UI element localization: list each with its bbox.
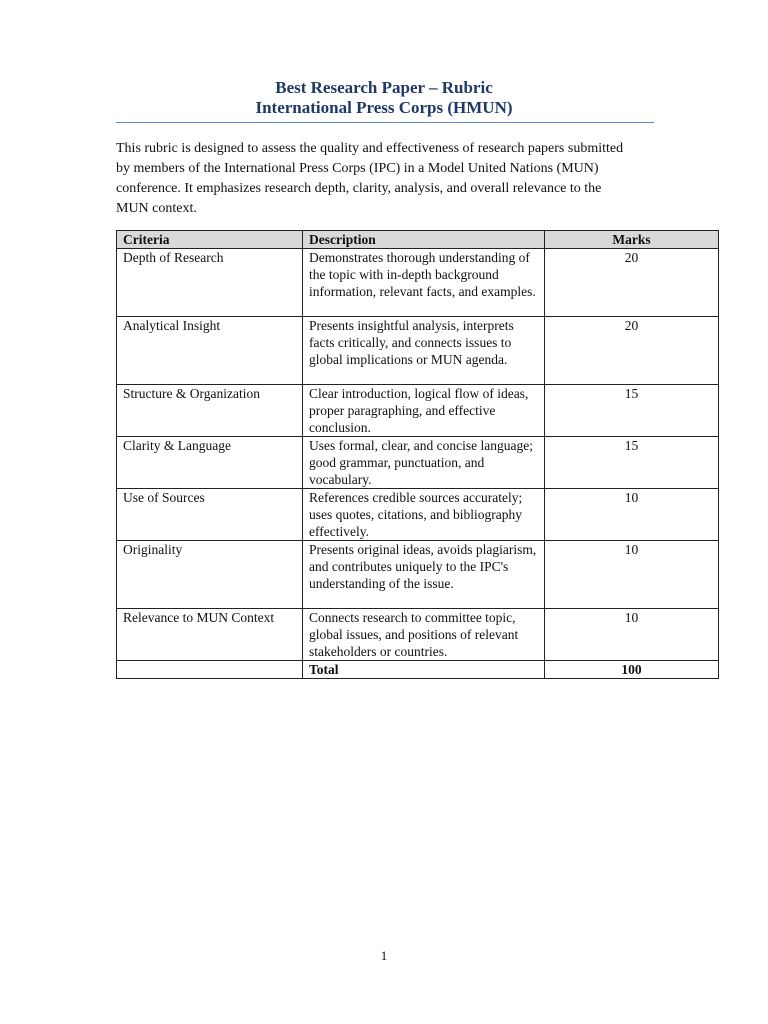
row-criteria: Use of Sources [117,489,303,541]
table-row [117,249,719,317]
row-marks: 10 [545,489,719,541]
table-row [117,385,719,437]
row-description: Uses formal, clear, and concise language; good grammar, punctuation, and vocabulary. [303,437,545,489]
table-row [117,609,719,661]
total-label: Total [303,661,545,679]
row-description: Connects research to committee topic, global issues, and positions of relevant stakeholders or countries. [303,609,545,661]
table-row [117,317,719,385]
intro-paragraph: This rubric is designed to assess the quality and effectiveness of research papers submitted by members of the International Press Corps (IPC) in a Model United Nations (MUN) conference. It emphasizes research depth, clarity, analysis, and overall relevance to the MUN context. [116,141,624,216]
header-description: Description [303,231,545,249]
rubric-table [116,230,719,679]
title-line-2: International Press Corps (HMUN) [255,98,513,117]
row-marks: 10 [545,541,719,609]
row-description: Presents insightful analysis, interprets facts critically, and connects issues to global implications or MUN agenda. [303,317,545,385]
header-criteria: Criteria [117,231,303,249]
row-marks: 15 [545,385,719,437]
table-header-row [117,231,719,249]
table-row [117,541,719,609]
row-criteria: Relevance to MUN Context [117,609,303,661]
row-description: Demonstrates thorough understanding of the topic with in-depth background information, relevant facts, and examples. [303,249,545,317]
row-marks: 15 [545,437,719,489]
row-description: References credible sources accurately; uses quotes, citations, and bibliography effectively. [303,489,545,541]
row-criteria: Originality [117,541,303,609]
table-row [117,437,719,489]
page-number: 1 [380,948,388,963]
header-marks: Marks [545,231,719,249]
row-marks: 10 [545,609,719,661]
title-divider [116,122,654,123]
table-row [117,489,719,541]
document-title [0,78,768,118]
row-marks: 20 [545,317,719,385]
row-description: Presents original ideas, avoids plagiarism, and contributes uniquely to the IPC's understanding of the issue. [303,541,545,609]
row-criteria: Depth of Research [117,249,303,317]
row-marks: 20 [545,249,719,317]
row-criteria: Clarity & Language [117,437,303,489]
row-description: Clear introduction, logical flow of ideas, proper paragraphing, and effective conclusion. [303,385,545,437]
total-value: 100 [545,661,719,679]
row-criteria: Analytical Insight [117,317,303,385]
title-line-1: Best Research Paper – Rubric [275,78,493,97]
table-total-row [117,661,719,679]
total-empty-cell [117,661,303,679]
row-criteria: Structure & Organization [117,385,303,437]
